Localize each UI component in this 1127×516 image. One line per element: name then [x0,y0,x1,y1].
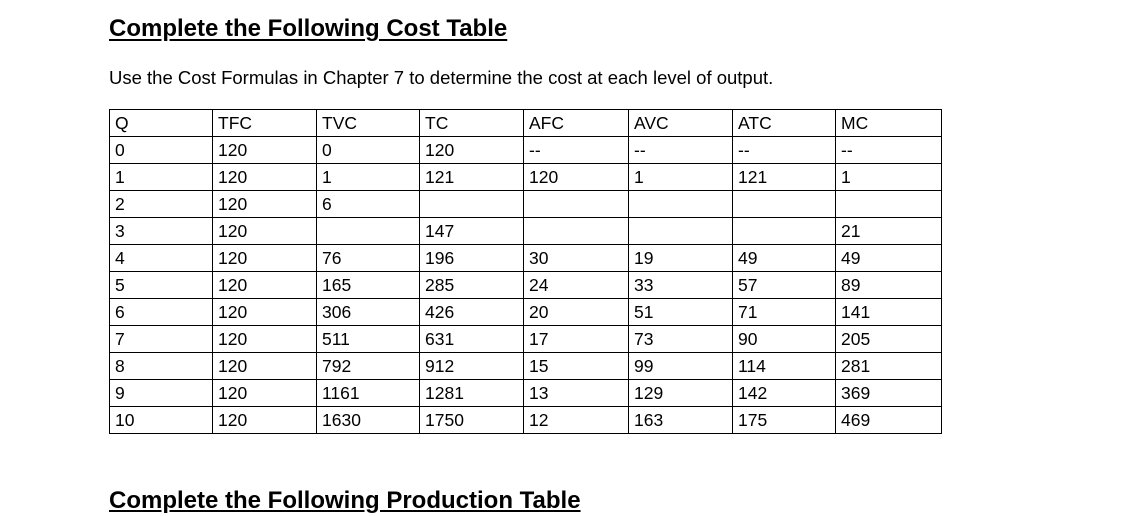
table-cell: 175 [733,407,836,434]
table-cell: 7 [110,326,213,353]
table-cell: 120 [213,191,317,218]
table-cell: 49 [836,245,942,272]
table-cell: 631 [420,326,524,353]
table-cell: 2 [110,191,213,218]
table-cell: 33 [629,272,733,299]
table-cell: 120 [213,299,317,326]
table-cell: 1 [110,164,213,191]
table-cell: 19 [629,245,733,272]
table-cell: 141 [836,299,942,326]
table-cell: 142 [733,380,836,407]
table-cell: 17 [524,326,629,353]
table-cell: 13 [524,380,629,407]
table-cell [629,191,733,218]
table-cell: 163 [629,407,733,434]
table-cell [733,191,836,218]
table-header-cell: TC [420,110,524,137]
table-row [110,380,942,407]
table-cell: 205 [836,326,942,353]
table-cell: 6 [317,191,420,218]
table-cell: 120 [213,407,317,434]
table-cell: 469 [836,407,942,434]
table-cell [317,218,420,245]
table-cell: 90 [733,326,836,353]
page-title: Complete the Following Cost Table [109,15,508,42]
table-cell: 99 [629,353,733,380]
table-cell [524,218,629,245]
table-cell: 1 [836,164,942,191]
table-cell: 120 [420,137,524,164]
table-cell: 120 [524,164,629,191]
table-header-row [110,110,942,137]
table-cell: 3 [110,218,213,245]
table-cell: 1 [629,164,733,191]
table-cell: 1750 [420,407,524,434]
table-cell: 1 [317,164,420,191]
instruction-text: Use the Cost Formulas in Chapter 7 to determine the cost at each level of output. [109,67,774,88]
table-cell: 511 [317,326,420,353]
table-cell: 12 [524,407,629,434]
table-cell: 1161 [317,380,420,407]
table-cell: 57 [733,272,836,299]
table-cell: 912 [420,353,524,380]
table-cell: 165 [317,272,420,299]
table-header-cell: ATC [733,110,836,137]
table-cell: 147 [420,218,524,245]
table-cell: 49 [733,245,836,272]
table-cell: 76 [317,245,420,272]
table-cell: 5 [110,272,213,299]
table-row [110,407,942,434]
table-cell: 0 [110,137,213,164]
table-cell: 71 [733,299,836,326]
table-header-cell: AFC [524,110,629,137]
table-cell: 30 [524,245,629,272]
table-cell: 73 [629,326,733,353]
table-cell: 6 [110,299,213,326]
table-cell: 792 [317,353,420,380]
table-header-cell: Q [110,110,213,137]
cost-table [109,109,942,434]
table-cell: 120 [213,380,317,407]
table-row [110,326,942,353]
table-row [110,245,942,272]
table-cell: 1281 [420,380,524,407]
table-cell: 121 [420,164,524,191]
table-cell [836,191,942,218]
table-row [110,164,942,191]
table-cell: 89 [836,272,942,299]
table-cell [733,218,836,245]
table-cell: 120 [213,272,317,299]
table-cell: 9 [110,380,213,407]
table-cell: 21 [836,218,942,245]
table-cell: 196 [420,245,524,272]
table-cell: 120 [213,137,317,164]
table-header-cell: AVC [629,110,733,137]
table-cell: 24 [524,272,629,299]
table-cell: -- [836,137,942,164]
table-cell: -- [629,137,733,164]
table-row [110,191,942,218]
table-header-cell: MC [836,110,942,137]
table-cell [629,218,733,245]
next-section-heading: Complete the Following Production Table [109,487,581,514]
table-cell: 10 [110,407,213,434]
table-row [110,272,942,299]
table-cell: 20 [524,299,629,326]
table-cell: 120 [213,218,317,245]
table-row [110,299,942,326]
table-cell: 281 [836,353,942,380]
table-cell: 285 [420,272,524,299]
table-row [110,218,942,245]
table-cell: 121 [733,164,836,191]
table-row [110,353,942,380]
table-cell: 120 [213,245,317,272]
table-cell: 0 [317,137,420,164]
table-cell: 426 [420,299,524,326]
table-cell: 1630 [317,407,420,434]
table-cell: 369 [836,380,942,407]
table-cell: 15 [524,353,629,380]
table-cell: 120 [213,326,317,353]
table-header-cell: TFC [213,110,317,137]
table-cell [420,191,524,218]
table-header-cell: TVC [317,110,420,137]
table-cell: 4 [110,245,213,272]
table-row [110,137,942,164]
table-cell: 129 [629,380,733,407]
table-cell: -- [524,137,629,164]
table-cell: 306 [317,299,420,326]
table-cell: 120 [213,353,317,380]
table-cell: 8 [110,353,213,380]
table-cell: 114 [733,353,836,380]
table-cell: 51 [629,299,733,326]
table-cell: -- [733,137,836,164]
table-cell [524,191,629,218]
table-cell: 120 [213,164,317,191]
